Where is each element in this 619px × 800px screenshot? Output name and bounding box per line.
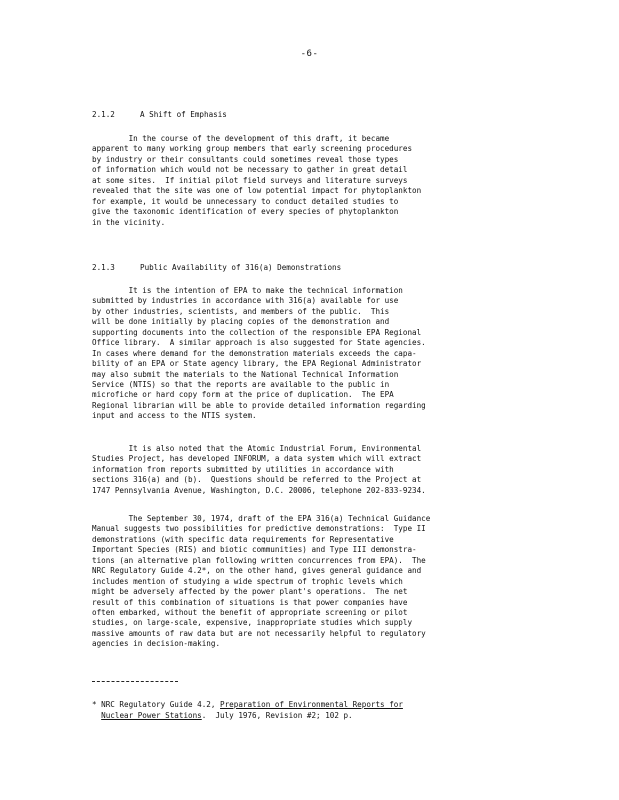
section-title: Public Availability of 316(a) Demonstrations [140, 263, 342, 272]
text-line: input and access to the NTIS system. [92, 411, 257, 421]
text-line: at some sites. If initial pilot field surveys and literature surveys [92, 175, 408, 185]
text-line: Important Species (RIS) and biotic communities) and Type III demonstra- [92, 545, 417, 555]
text-line: microfiche or hard copy form at the price of duplication. The EPA [92, 390, 394, 400]
text-line: 1747 Pennsylvania Avenue, Washington, D.C. 20006, telephone 202-833-9234. [92, 485, 426, 495]
text-line: apparent to many working group members that early screening procedures [92, 144, 413, 154]
text-line: by industry or their consultants could sometimes reveal those types [92, 154, 399, 164]
text-line: massive amounts of raw data but are not necessarily helpful to regulatory [92, 628, 426, 638]
text-line: Office library. A similar approach is also suggested for State agencies. [92, 338, 426, 348]
text-line: often embarked, without the benefit of appropriate screening or pilot [92, 607, 408, 617]
text-line: in the vicinity. [92, 217, 166, 227]
section-heading-2-1-2 [92, 109, 227, 120]
text-line: information from reports submitted by utilities in accordance with [92, 464, 394, 474]
section-title: A Shift of Emphasis [140, 110, 227, 119]
footnote-indent [92, 711, 101, 720]
paragraph-shift-of-emphasis [92, 134, 522, 228]
footnote-suffix: . July 1976, Revision #2; 102 p. [201, 711, 353, 720]
text-line: might be adversely affected by the power plant's operations. The net [92, 587, 408, 597]
text-line: In cases where demand for the demonstration materials exceeds the capa- [92, 348, 417, 358]
section-number: 2.1.2 [92, 110, 115, 119]
text-line: Regional librarian will be able to provide detailed information regarding [92, 400, 426, 410]
page-number: -6- [300, 49, 319, 59]
text-line: will be done initially by placing copies of the demonstration and [92, 317, 390, 327]
text-line: NRC Regulatory Guide 4.2*, on the other hand, gives general guidance and [92, 566, 422, 576]
text-line: revealed that the site was one of low potential impact for phytoplankton [92, 186, 422, 196]
text-line: studies, on large-scale, expensive, inappropriate studies which supply [92, 618, 413, 628]
text-line: The September 30, 1974, draft of the EPA 316(a) Technical Guidance [92, 514, 431, 523]
section-number: 2.1.3 [92, 263, 115, 272]
text-line: It is also noted that the Atomic Industrial Forum, Environmental [92, 444, 422, 453]
text-line: sections 316(a) and (b). Questions should be referred to the Project at [92, 475, 422, 485]
paragraph-inforum [92, 444, 522, 496]
text-line: by other industries, scientists, and members of the public. This [92, 306, 390, 316]
text-line: may also submit the materials to the National Technical Information [92, 369, 399, 379]
paragraph-public-availability [92, 286, 522, 422]
text-line: submitted by industries in accordance with 316(a) available for use [92, 296, 399, 306]
text-line: Studies Project, has developed INFORUM, a data system which will extract [92, 454, 422, 464]
text-line: tions (an alternative plan following written concurrences from EPA). The [92, 555, 426, 565]
footnote-divider [92, 681, 178, 682]
text-line: It is the intention of EPA to make the technical information [92, 286, 403, 295]
text-line: for example, it would be unnecessary to conduct detailed studies to [92, 196, 399, 206]
text-line: Service (NTIS) so that the reports are available to the public in [92, 379, 390, 389]
text-line: give the taxonomic identification of every species of phytoplankton [92, 207, 399, 217]
text-line: agencies in decision-making. [92, 639, 221, 649]
section-heading-2-1-3 [92, 262, 341, 273]
text-line: Manual suggests two possibilities for predictive demonstrations: Type II [92, 524, 426, 534]
footnote-title-part-1: Preparation of Environmental Reports for [220, 700, 403, 709]
footnote-line [92, 699, 532, 710]
text-line: includes mention of studying a wide spectrum of trophic levels which [92, 576, 403, 586]
text-line: result of this combination of situations is that power companies have [92, 597, 408, 607]
footnote-line [92, 710, 532, 721]
footnote-marker: * [92, 700, 97, 709]
footnote-prefix: NRC Regulatory Guide 4.2, [96, 700, 221, 709]
text-line: of information which would not be necessary to gather in great detail [92, 165, 408, 175]
text-line: supporting documents into the collection of the responsible EPA Regional [92, 327, 422, 337]
paragraph-technical-guidance [92, 514, 522, 650]
footnote-title-part-2: Nuclear Power Stations [101, 711, 202, 720]
text-line: demonstrations (with specific data requirements for Representative [92, 534, 394, 544]
text-line: In the course of the development of this draft, it became [92, 134, 390, 143]
text-line: bility of an EPA or State agency library, the EPA Regional Administrator [92, 359, 422, 369]
footnote [92, 699, 532, 721]
